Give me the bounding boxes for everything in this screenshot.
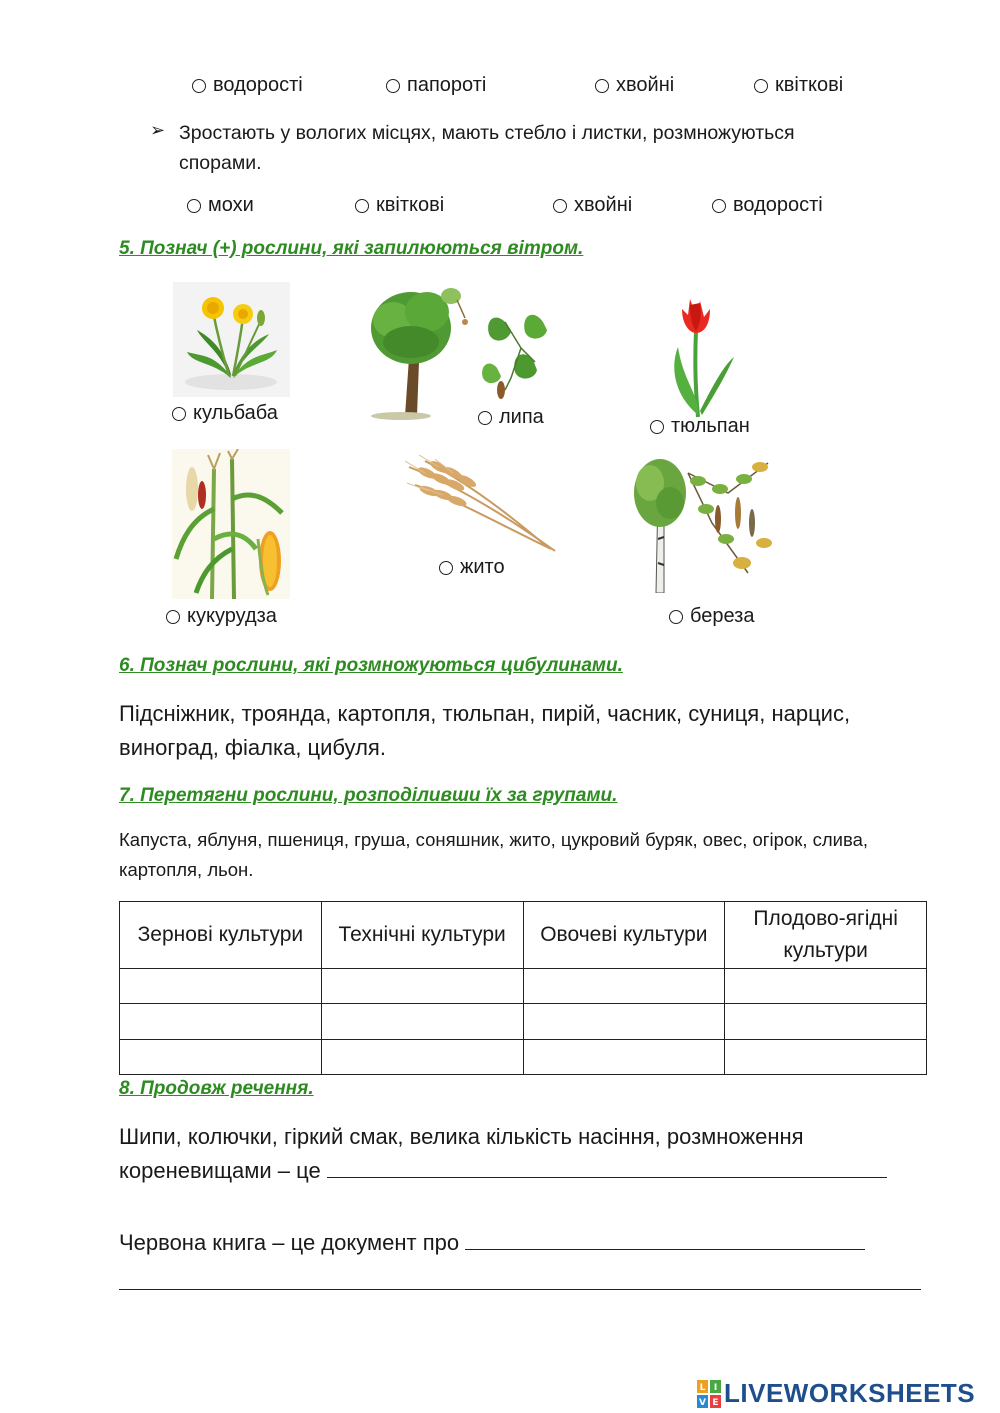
task8-title: 8. Продовж речення.	[119, 1078, 314, 1099]
task6-plant-list[interactable]: Підсніжник, троянда, картопля, тюльпан, пирій, часник, суниця, нарцис, виноград, фіалка, цибуля.	[119, 701, 851, 760]
radio-circle[interactable]	[192, 79, 206, 93]
plant-option-rye[interactable]: жито	[439, 556, 505, 579]
drop-cell[interactable]	[725, 1040, 927, 1075]
radio-circle[interactable]	[595, 79, 609, 93]
q4b-statement: Зростають у вологих місцях, мають стебло і листки, розмножуються спорами.	[179, 122, 795, 174]
radio-circle[interactable]	[172, 407, 186, 421]
option-ferns[interactable]: папороті	[386, 74, 486, 97]
option-mosses[interactable]: мохи	[187, 194, 254, 217]
header-cell-vegetable: Овочеві культури	[523, 902, 725, 969]
drop-cell[interactable]	[523, 1040, 725, 1075]
birch-image	[628, 453, 778, 593]
plant-option-birch[interactable]: береза	[669, 605, 754, 628]
radio-circle[interactable]	[478, 411, 492, 425]
logo-icon-letter: I	[713, 1382, 718, 1393]
radio-circle[interactable]	[386, 79, 400, 93]
radio-circle[interactable]	[187, 199, 201, 213]
rye-image	[405, 455, 560, 555]
option-conifers[interactable]: хвойні	[595, 74, 674, 97]
liveworksheets-logo	[697, 1378, 975, 1409]
radio-circle[interactable]	[712, 199, 726, 213]
task5-title: 5. Познач (+) рослини, які запилюються вітром.	[119, 238, 584, 259]
task8-sentence1: Шипи, колючки, гіркий смак, велика кількість насіння, розмноження кореневищами – це	[119, 1120, 919, 1188]
logo-icon-letter: L	[699, 1382, 706, 1393]
task7-plant-list[interactable]: Капуста, яблуня, пшениця, груша, соняшник, жито, цукровий буряк, овес, огірок, слива, картопля, льон.	[119, 829, 869, 880]
option-algae-2[interactable]: водорості	[712, 194, 823, 217]
task8-sentence2: Червона книга – це документ про	[119, 1226, 919, 1260]
drop-cell[interactable]	[321, 1040, 523, 1075]
answer-line-1[interactable]	[327, 1155, 887, 1178]
tulip-image	[664, 295, 736, 419]
header-cell-grain: Зернові культури	[120, 902, 322, 969]
option-flowering-2[interactable]: квіткові	[355, 194, 444, 217]
answer-line-2[interactable]	[465, 1227, 865, 1250]
radio-circle[interactable]	[553, 199, 567, 213]
arrow-bullet-icon: ➢	[150, 120, 166, 140]
header-cell-fruit: Плодово-ягідні культури	[725, 902, 927, 969]
option-algae[interactable]: водорості	[192, 74, 303, 97]
table-row	[120, 969, 927, 1004]
plant-option-dandelion[interactable]: кульбаба	[172, 402, 278, 425]
radio-circle[interactable]	[439, 561, 453, 575]
option-conifers-2[interactable]: хвойні	[553, 194, 632, 217]
answer-line-3[interactable]	[119, 1275, 921, 1290]
table-row	[120, 1040, 927, 1075]
radio-circle[interactable]	[166, 610, 180, 624]
drop-cell[interactable]	[321, 1004, 523, 1040]
task6-title: 6. Познач рослини, які розмножуються цибулинами.	[119, 655, 623, 676]
table-row	[120, 1004, 927, 1040]
logo-icon-letter: E	[712, 1397, 719, 1408]
logo-icon-letter: V	[699, 1397, 706, 1408]
drop-cell[interactable]	[725, 969, 927, 1004]
drop-cell[interactable]	[523, 1004, 725, 1040]
drop-cell[interactable]	[523, 969, 725, 1004]
linden-image	[365, 278, 565, 420]
q4b-statement-block	[150, 118, 870, 178]
radio-circle[interactable]	[754, 79, 768, 93]
logo-text: LIVEWORKSHEETS	[724, 1378, 976, 1408]
dandelion-image	[173, 282, 290, 397]
liveworksheets-logo-icon	[697, 1380, 721, 1408]
drop-cell[interactable]	[120, 1004, 322, 1040]
drop-cell[interactable]	[120, 1040, 322, 1075]
plant-option-corn[interactable]: кукурудза	[166, 605, 277, 628]
drop-cell[interactable]	[725, 1004, 927, 1040]
header-cell-technical: Технічні культури	[321, 902, 523, 969]
radio-circle[interactable]	[650, 420, 664, 434]
table-header-row	[120, 902, 927, 969]
radio-circle[interactable]	[669, 610, 683, 624]
task7-title: 7. Перетягни рослини, розподіливши їх за групами.	[119, 785, 618, 806]
radio-circle[interactable]	[355, 199, 369, 213]
drop-cell[interactable]	[120, 969, 322, 1004]
corn-image	[172, 449, 290, 599]
option-flowering[interactable]: квіткові	[754, 74, 843, 97]
crop-groups-table	[119, 901, 927, 1075]
plant-option-tulip[interactable]: тюльпан	[650, 415, 750, 438]
drop-cell[interactable]	[321, 969, 523, 1004]
plant-option-linden[interactable]: липа	[478, 406, 544, 429]
